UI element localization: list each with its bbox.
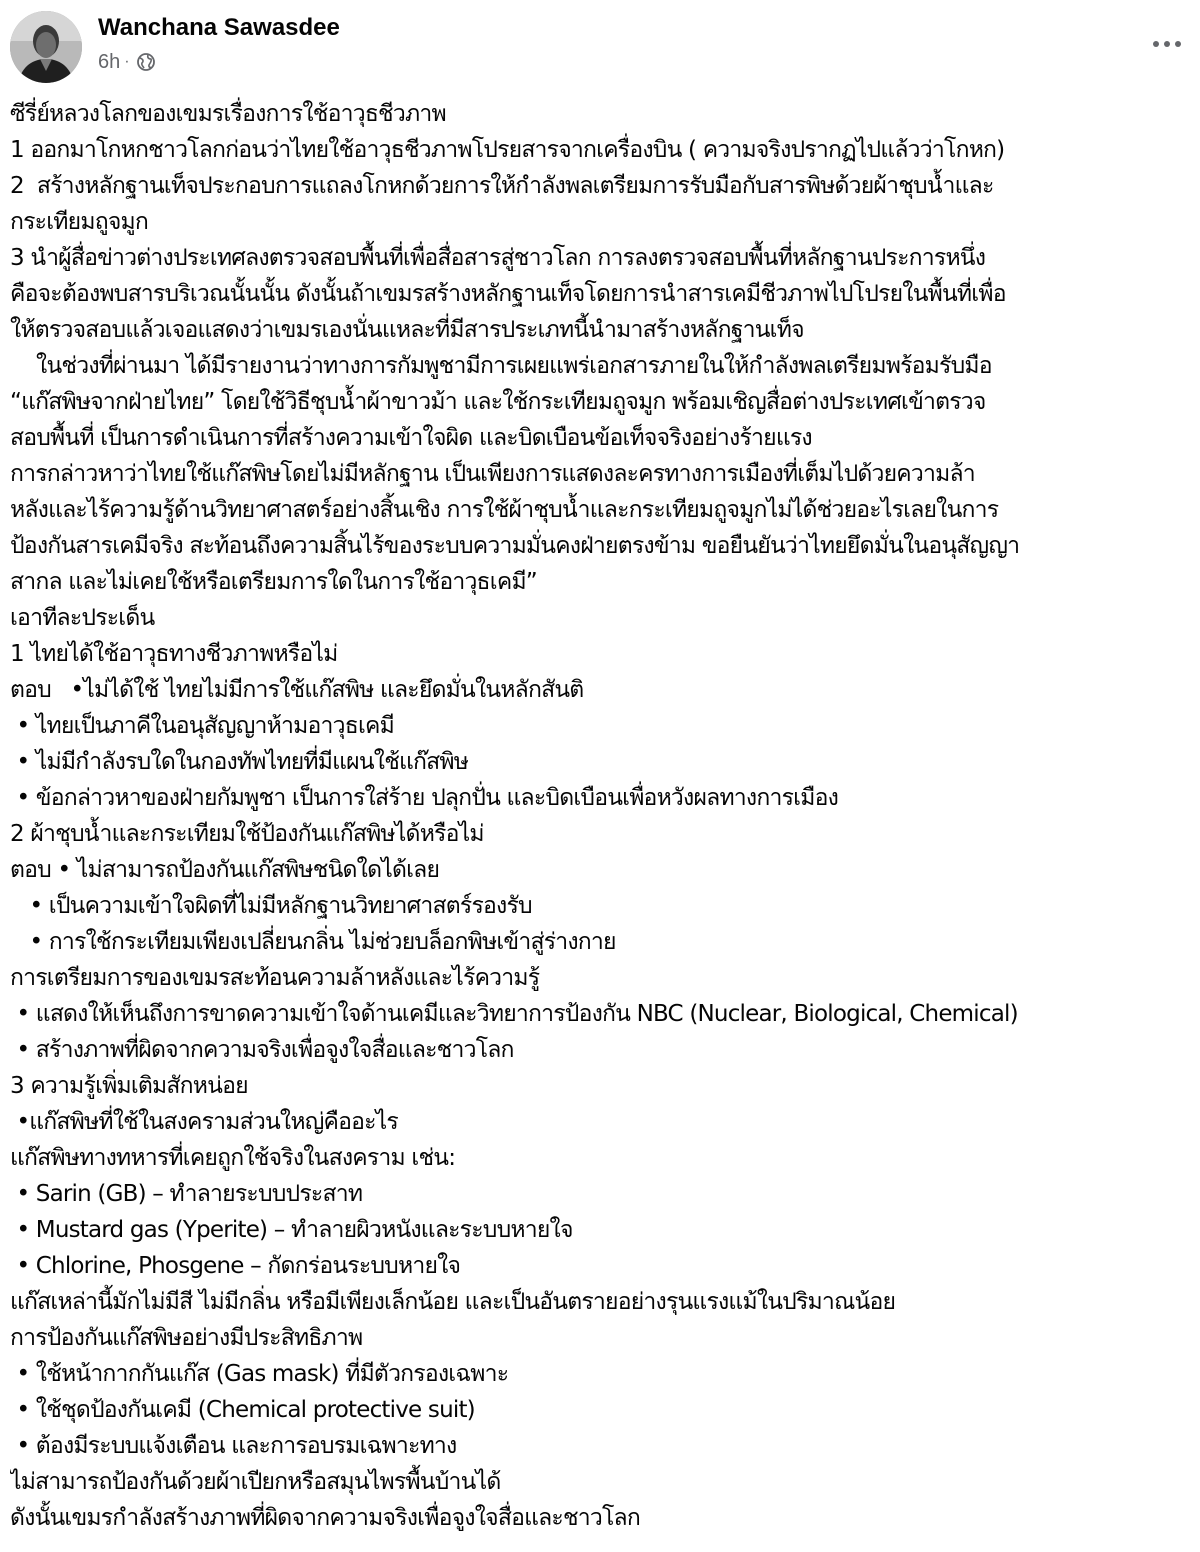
post-text-line: 1 ออกมาโกหกชาวโลกก่อนว่าไทยใช้อาวุธชีวภาพโปรยสารจากเครื่องบิน ( ความจริงปรากฏไปแล้วว่าโกหก) (10, 137, 1005, 163)
post-text-line: •แก๊สพิษที่ใช้ในสงครามส่วนใหญ่คืออะไร (10, 1109, 398, 1135)
post-text-line: ซีรี่ย์หลวงโลกของเขมรเรื่องการใช้อาวุธชีวภาพ (10, 101, 446, 127)
post-text-line: • ต้องมีระบบแจ้งเตือน และการอบรมเฉพาะทาง (10, 1433, 457, 1459)
post-text-line: 3 นำผู้สื่อข่าวต่างประเทศลงตรวจสอบพื้นที่เพื่อสื่อสารสู่ชาวโลก การลงตรวจสอบพื้นที่หลักฐานประการหนึ่ง (10, 245, 986, 271)
post-text-line: • ใช้ชุดป้องกันเคมี (Chemical protective suit) (10, 1397, 475, 1423)
post-text-line: 1 ไทยได้ใช้อาวุธทางชีวภาพหรือไม่ (10, 641, 338, 667)
post-time[interactable]: 6h (98, 50, 121, 73)
post-header (10, 8, 1190, 88)
post-text-line: สอบพื้นที่ เป็นการดำเนินการที่สร้างความเข้าใจผิด และบิดเบือนข้อเท็จจริงอย่างร้ายแรง (10, 425, 812, 451)
post-text-line: ตอบ •ไม่ได้ใช้ ไทยไม่มีการใช้แก๊สพิษ และยึดมั่นในหลักสันติ (10, 677, 584, 703)
post-text-line: • การใช้กระเทียมเพียงเปลี่ยนกลิ่น ไม่ช่วยบล็อกพิษเข้าสู่ร่างกาย (10, 929, 616, 955)
post-text-line: ดังนั้นเขมรกำลังสร้างภาพที่ผิดจากความจริงเพื่อจูงใจสื่อและชาวโลก (10, 1505, 640, 1531)
post-text-line: กระเทียมถูจมูก (10, 209, 148, 235)
globe-icon[interactable] (136, 52, 156, 72)
post-text-line: • ไทยเป็นภาคีในอนุสัญญาห้ามอาวุธเคมี (10, 713, 395, 739)
post-text-line: ให้ตรวจสอบแล้วเจอแสดงว่าเขมรเองนั่นแหละที่มีสารประเภทนี้นำมาสร้างหลักฐานเท็จ (10, 317, 804, 343)
post-meta (98, 48, 156, 76)
post-text-line: ป้องกันสารเคมีจริง สะท้อนถึงความสิ้นไร้ของระบบความมั่นคงฝ่ายตรงข้าม ขอยืนยันว่าไทยยึดมั่นในอนุสัญญา (10, 533, 1020, 559)
post-text-line: ตอบ • ไม่สามารถป้องกันแก๊สพิษชนิดใดได้เลย (10, 857, 440, 883)
meta-separator: · (124, 53, 130, 70)
post-text-line: 2 สร้างหลักฐานเท็จประกอบการแถลงโกหกด้วยการให้กำลังพลเตรียมการรับมือกับสารพิษด้วยผ้าชุบน้ำและ (10, 173, 994, 199)
post-text-line: หลังและไร้ความรู้ด้านวิทยาศาสตร์อย่างสิ้นเชิง การใช้ผ้าชุบน้ำและกระเทียมถูจมูกไม่ได้ช่วยอะไรเลยในการ (10, 497, 999, 523)
post-text-line: • ใช้หน้ากากกันแก๊ส (Gas mask) ที่มีตัวกรองเฉพาะ (10, 1361, 509, 1387)
post-text-line: แก๊สเหล่านี้มักไม่มีสี ไม่มีกลิ่น หรือมีเพียงเล็กน้อย และเป็นอันตรายอย่างรุนแรงแม้ในปริมาณน้อย (10, 1289, 896, 1315)
post-text-line: การกล่าวหาว่าไทยใช้แก๊สพิษโดยไม่มีหลักฐาน เป็นเพียงการแสดงละครทางการเมืองที่เต็มไปด้วยความล้า (10, 461, 975, 487)
post-text-line: คือจะต้องพบสารบริเวณนั้นนั้น ดังนั้นถ้าเขมรสร้างหลักฐานเท็จโดยการนำสารเคมีชีวภาพไปโปรยในพื้นที่เพื่อ (10, 281, 1006, 307)
post-text-line: • สร้างภาพที่ผิดจากความจริงเพื่อจูงใจสื่อและชาวโลก (10, 1037, 514, 1063)
post-text-line: ในช่วงที่ผ่านมา ได้มีรายงานว่าทางการกัมพูชามีการเผยแพร่เอกสารภายในให้กำลังพลเตรียมพร้อมรับมือ (10, 353, 992, 379)
post-text-line: เอาทีละประเด็น (10, 605, 155, 631)
author-name[interactable]: Wanchana Sawasdee (98, 14, 340, 41)
post-text-line: • Mustard gas (Yperite) – ทำลายผิวหนังและระบบหายใจ (10, 1217, 573, 1243)
post-text-line: • เป็นความเข้าใจผิดที่ไม่มีหลักฐานวิทยาศาสตร์รองรับ (10, 893, 532, 919)
avatar[interactable] (10, 11, 82, 83)
post-text-line: แก๊สพิษทางทหารที่เคยถูกใช้จริงในสงคราม เช่น: (10, 1145, 456, 1171)
post-text-line: “แก๊สพิษจากฝ่ายไทย” โดยใช้วิธีชุบน้ำผ้าขาวม้า และใช้กระเทียมถูจมูก พร้อมเชิญสื่อต่างประเทศเข้าตรวจ (10, 389, 986, 415)
post-text-line: ไม่สามารถป้องกันด้วยผ้าเปียกหรือสมุนไพรพื้นบ้านได้ (10, 1469, 501, 1495)
post-text-line: 3 ความรู้เพิ่มเติมสักหน่อย (10, 1073, 248, 1099)
post-text (10, 96, 1190, 1536)
post-text-line: การป้องกันแก๊สพิษอย่างมีประสิทธิภาพ (10, 1325, 363, 1351)
more-options-icon[interactable] (1144, 26, 1190, 62)
post-text-line: • แสดงให้เห็นถึงการขาดความเข้าใจด้านเคมีและวิทยาการป้องกัน NBC (Nuclear, Biological, Chemical) (10, 1001, 1018, 1027)
post-text-line: 2 ผ้าชุบน้ำและกระเทียมใช้ป้องกันแก๊สพิษได้หรือไม่ (10, 821, 484, 847)
post-text-line: • Chlorine, Phosgene – กัดกร่อนระบบหายใจ (10, 1253, 461, 1279)
post-text-line: • Sarin (GB) – ทำลายระบบประสาท (10, 1181, 363, 1207)
post-text-line: • ไม่มีกำลังรบใดในกองทัพไทยที่มีแผนใช้แก๊สพิษ (10, 749, 469, 775)
post-text-line: การเตรียมการของเขมรสะท้อนความล้าหลังและไร้ความรู้ (10, 965, 540, 991)
post-text-line: สากล และไม่เคยใช้หรือเตรียมการใดในการใช้อาวุธเคมี” (10, 569, 537, 595)
post-text-line: • ข้อกล่าวหาของฝ่ายกัมพูชา เป็นการใส่ร้าย ปลุกปั่น และบิดเบือนเพื่อหวังผลทางการเมือง (10, 785, 839, 811)
